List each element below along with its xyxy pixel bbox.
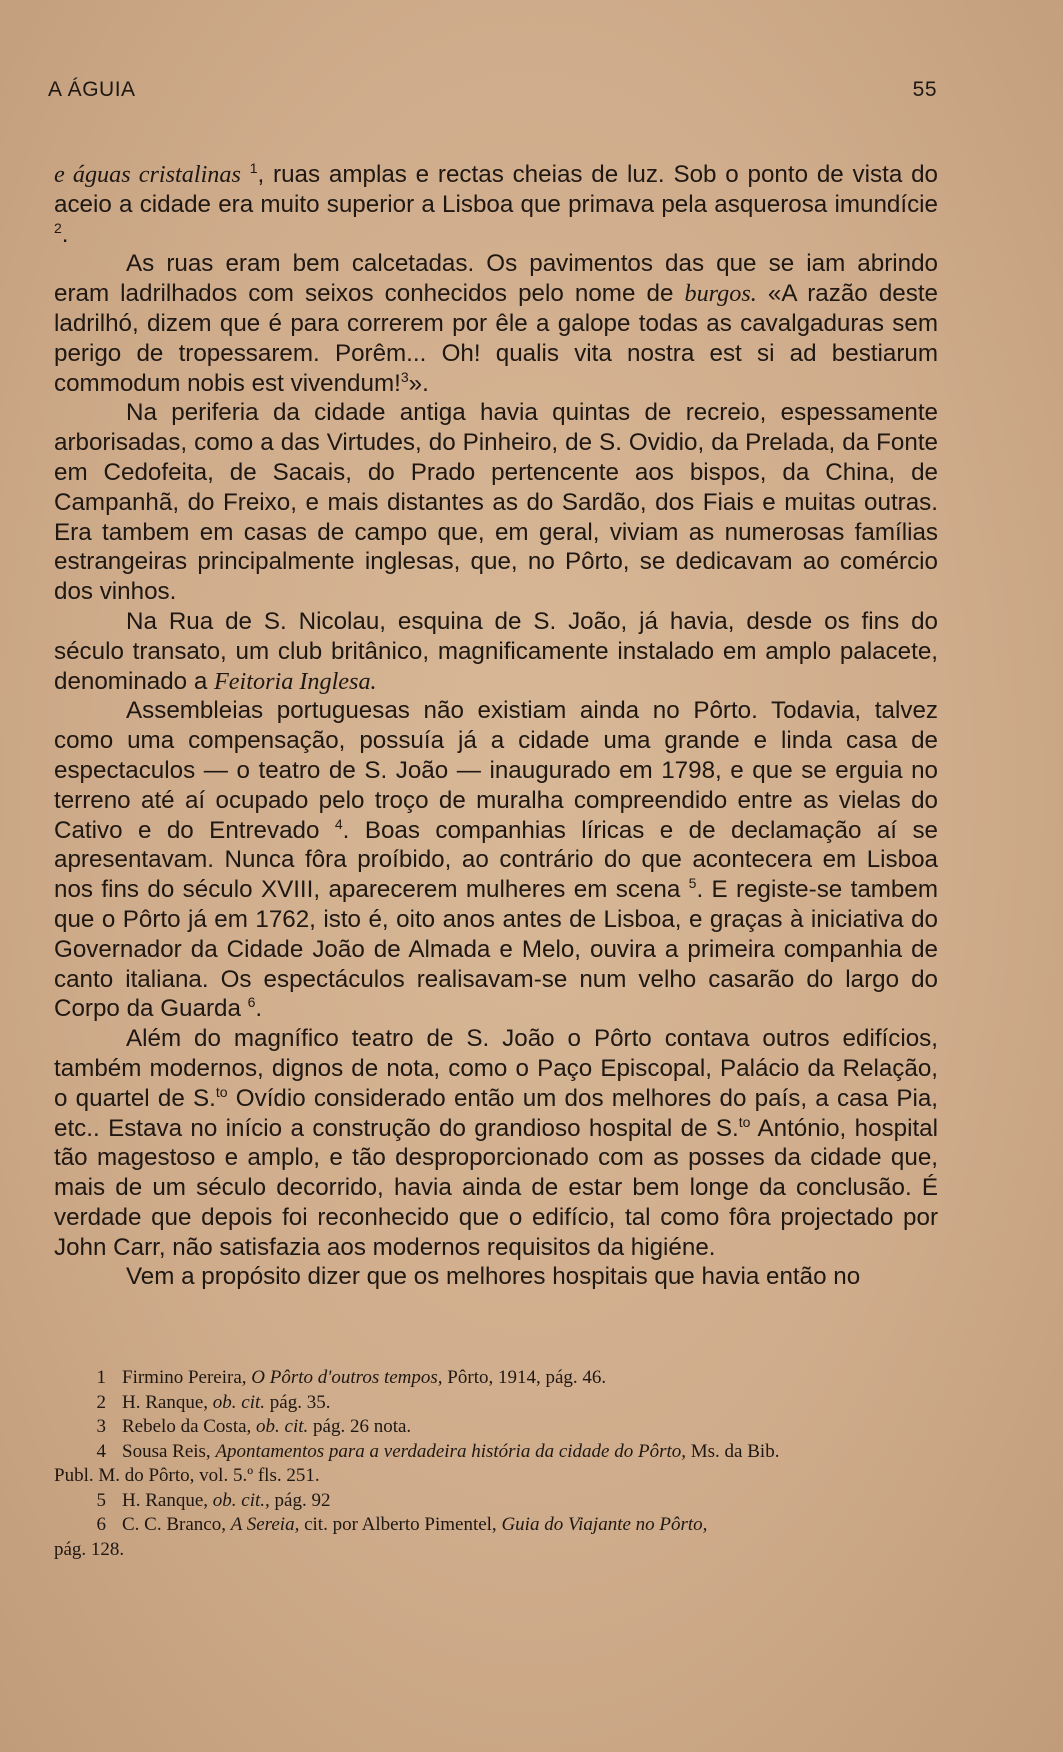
footnote-number: 5 [96, 1489, 106, 1511]
paragraph-ref: 3 [400, 368, 409, 385]
paragraph-italic: e águas cristalinas [54, 161, 241, 188]
paragraph-text: Assembleias portuguesas não existiam ainda no Pôrto. Todavia, talvez como uma compensação, possuía já a cidade uma grande e linda casa de espectaculos — o teatro de S. João — inaugurado em 1798, e que se erguia no terreno até aí ocupado pelo troço de muralha compreendido entre as vielas do Cativo e do Entrevado [54, 697, 938, 844]
journal-title: A ÁGUIA [48, 78, 136, 101]
paragraph-italic: burgos. [684, 280, 757, 308]
footnote-number: 4 [96, 1440, 106, 1462]
paragraph [54, 398, 938, 607]
paragraph-text: . [255, 995, 263, 1023]
footnote [54, 1440, 938, 1465]
paragraph-italic: Feitoria Inglesa. [214, 667, 377, 695]
paragraph [54, 160, 938, 249]
paragraph-text: ». [408, 369, 429, 397]
footnote-text [122, 1440, 938, 1465]
footnote-text: C. C. Branco, [122, 1514, 231, 1535]
footnote-text [122, 1489, 938, 1514]
paragraph-ref: 5 [688, 875, 697, 892]
footnote-number: 2 [96, 1391, 106, 1413]
footnote-continuation: pág. 128. [54, 1538, 125, 1560]
paragraph-text: . Boas companhias líricas e de declamação aí se apresentavam. Nunca fôra proíbido, ao contrário do que acontecera em Lisboa nos fins do século XVIII, aparecerem mulheres em scena [54, 816, 938, 904]
footnote-italic: Apontamentos para a verdadeira história da cidade do Pôrto, [215, 1440, 687, 1462]
footnote [54, 1415, 938, 1440]
footnote [54, 1391, 938, 1416]
footnote-continuation: Publ. M. do Pôrto, vol. 5.º fls. 251. [54, 1465, 320, 1486]
footnote-number: 6 [96, 1514, 106, 1535]
footnote-italic: ob. cit. [212, 1391, 266, 1413]
paragraph-text: Na periferia da cidade antiga havia quintas de recreio, espessamente arborisadas, como a das Virtudes, do Pinheiro, de S. Ovidio, da Prelada, da Fonte em Cedofeita, de Sacais, do Prado pertencente aos bispos, da China, de Campanhã, do Freixo, e mais distantes as do Sardão, dos Fiais e muitas outras. Era tambem em casas de campo que, em geral, viviam as numerosas famílias estrangeiras principalmente inglesas, que, no Pôrto, se dedicavam ao comércio dos vinhos. [54, 399, 938, 606]
footnote-text: pág. 35. [265, 1391, 331, 1413]
footnote-italic: ob. cit., [212, 1489, 270, 1511]
footnote-italic: ob. cit. [256, 1416, 309, 1437]
paragraph-ref: 1 [249, 160, 258, 176]
footnote-text: Ms. da Bib. [686, 1440, 780, 1462]
paragraph [54, 1262, 938, 1292]
paragraph-text: As ruas eram bem calcetadas. Os pavimentos das que se iam abrindo eram ladrilhados com seixos conhecidos pelo nome de [54, 250, 938, 308]
paragraph-text: António, hospital tão magestoso e amplo, e tão desproporcionado com as posses da cidade que, mais de um século decorrido, havia ainda de estar bem longe da conclusão. É verdade que depois foi reconhecido que o edifício, tal como fôra projectado por John Carr, não satisfazia aos modernos requisitos da higiéne. [54, 1114, 938, 1261]
footnote-number: 3 [96, 1416, 106, 1437]
footnote-text [122, 1415, 938, 1440]
paragraph-ref: 4 [334, 815, 343, 832]
footnote-text: Sousa Reis, [122, 1440, 216, 1462]
footnotes [54, 1366, 938, 1562]
footnote [54, 1513, 938, 1538]
paragraph [54, 607, 938, 696]
footnote-italic: O Pôrto d'outros tempos, [251, 1367, 443, 1388]
paragraph-ref: to [215, 1083, 228, 1100]
paragraph-text [241, 161, 250, 188]
paragraph-text: Na Rua de S. Nicolau, esquina de S. João, já havia, desde os fins do século transato, um club britânico, magnificamente instalado em amplo palacete, denominado a [54, 607, 938, 695]
footnote-text: cit. por Alberto Pimentel, [299, 1514, 502, 1535]
footnote-italic: Guia do Viajante no Pôrto, [501, 1514, 708, 1535]
paragraph-ref: 2 [54, 219, 62, 236]
paragraph-text: . [61, 220, 69, 248]
footnote-text: H. Ranque, [122, 1489, 213, 1511]
footnote-text: Pôrto, 1914, pág. 46. [442, 1367, 607, 1388]
footnote-text: Firmino Pereira, [122, 1367, 252, 1388]
footnote-text [122, 1391, 938, 1416]
footnote [54, 1366, 938, 1391]
footnote-text: H. Ranque, [122, 1391, 213, 1413]
paragraph [54, 696, 938, 1024]
paragraph-text: , ruas amplas e rectas cheias de luz. Sob o ponto de vista do aceio a cidade era muito superior a Lisboa que primava pela asquerosa imundície [54, 161, 938, 218]
footnote-italic: A Sereia, [230, 1514, 300, 1535]
paragraph [54, 1024, 938, 1262]
paragraph-text: «A razão deste ladrilhó, dizem que é para correrem por êle a galope todas as cavalgaduras sem perigo de tropessarem. Porêm... Oh! qualis vita nostra est si ad bestiarum commodum nobis est vivendum! [54, 280, 939, 397]
footnote-text [122, 1366, 938, 1391]
footnote-text: pág. 92 [269, 1489, 331, 1511]
paragraph-text: Além do magnífico teatro de S. João o Pôrto contava outros edifícios, também modernos, dignos de nota, como o Paço Episcopal, Palácio da Relação, o quartel de S. [54, 1025, 938, 1112]
paragraph-text: . E registe-se tambem que o Pôrto já em 1762, isto é, oito anos antes de Lisboa, e graças à iniciativa do Governador da Cidade João de Almada e Melo, ouvira a primeira companhia de canto italiana. Os espectáculos realisavam-se num velho casarão do largo do Corpo da Guarda [54, 876, 938, 1023]
paragraph-text: Vem a propósito dizer que os melhores hospitais que havia então no [126, 1263, 861, 1291]
page-number: 55 [912, 78, 937, 101]
running-head [48, 78, 937, 108]
footnote [54, 1489, 938, 1514]
footnote-number: 1 [96, 1367, 106, 1388]
body-text [54, 160, 938, 1292]
paragraph-text: Ovídio considerado então um dos melhores do país, a casa Pia, etc.. Estava no início a construção do grandioso hospital de S. [54, 1084, 938, 1142]
paragraph [54, 249, 938, 398]
footnote-text: Rebelo da Costa, [122, 1416, 257, 1437]
paragraph-ref: 6 [247, 994, 256, 1011]
footnote-text [122, 1513, 938, 1538]
paragraph-ref: to [738, 1113, 751, 1130]
footnote-text: pág. 26 nota. [308, 1416, 412, 1437]
